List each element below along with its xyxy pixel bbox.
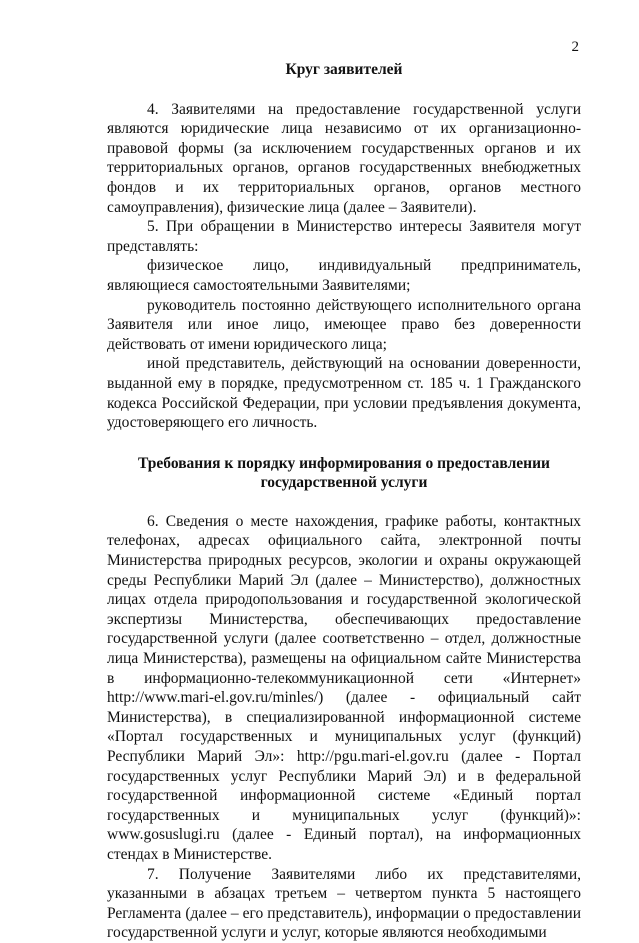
paragraph-5: 5. При обращении в Министерство интересы Заявителя могут представлять:: [107, 218, 581, 255]
section-heading-information: Требования к порядку информирования о предоставлении государственной услуги: [138, 454, 550, 492]
paragraph-6: 6. Сведения о месте нахождения, графике работы, контактных телефонах, адресах официального сайта, электронной почты Министерства природных ресурсов, экологии и охраны окружающей среды Республики Марий Эл (далее – Министерство), должностных лицах отдела природопользования и государственной экологической экспертизы Министерства, обеспечивающих предоставление государственной услуги (далее соответственно – отдел, должностные лица Министерства), размещены на официальном сайте Министерства в информационно-телекоммуникационной сети «Интернет» http://www.mari-el.gov.ru/minles/) (далее - официальный сайт Министерства), в специализированной информационной системе «Портал государственных и муниципальных услуг (функций) Республики Марий Эл»: http://pgu.mari-el.gov.ru (далее - Портал государственных услуг Республики Марий Эл) и в федеральной государственной информационной системе «Единый портал государственных и муниципальных услуг (функций)»: www.gosuslugi.ru (далее - Единый портал), на информационных стендах в Министерстве.: [107, 512, 581, 863]
section-heading-applicants: Круг заявителей: [285, 61, 403, 78]
document-body: [107, 60, 581, 943]
paragraph-7: 7. Получение Заявителями либо их представителями, указанными в абзацах третьем – четвертом пункта 5 настоящего Регламента (далее – его представитель), информации о предоставлении государственной услуги и услуг, которые являются необходимыми: [107, 865, 581, 942]
paragraph-4: 4. Заявителями на предоставление государственной услуги являются юридические лица независимо от их организационно-правовой формы (за исключением государственных органов и их территориальных органов, органов государственных внебюджетных фондов и их территориальных органов, органов местного самоуправления), физические лица (далее – Заявители).: [107, 100, 581, 216]
paragraph-5-item-2: руководитель постоянно действующего исполнительного органа Заявителя или иное лицо, имеющее право без доверенности действовать от имени юридического лица;: [107, 296, 581, 353]
page-number: 2: [571, 39, 579, 55]
paragraph-5-item-3: иной представитель, действующий на основании доверенности, выданной ему в порядке, предусмотренном ст. 185 ч. 1 Гражданского кодекса Российской Федерации, при условии предъявления документа, удостоверяющего его личность.: [107, 355, 581, 432]
paragraph-5-item-1: физическое лицо, индивидуальный предприниматель, являющиеся самостоятельными Заявителями;: [107, 257, 581, 294]
